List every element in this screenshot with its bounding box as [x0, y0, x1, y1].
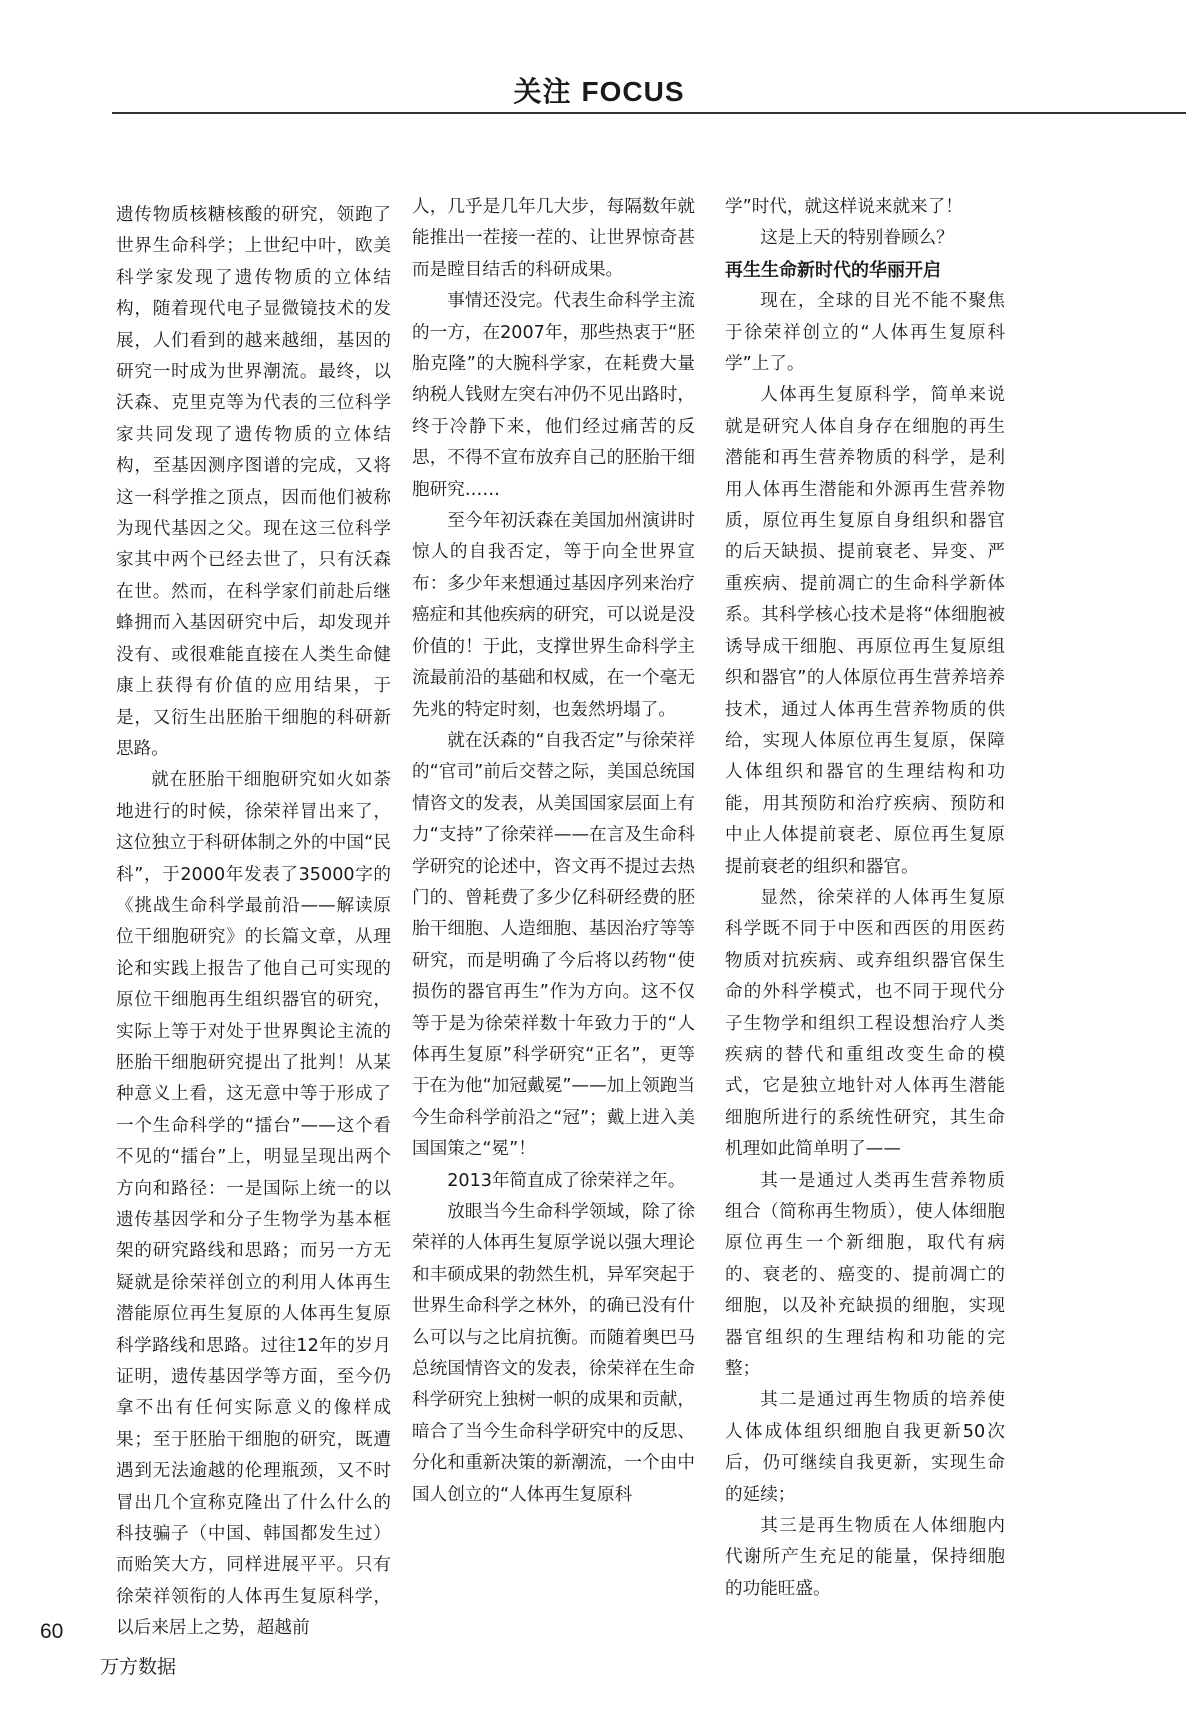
section-title-zh: 关注	[513, 75, 572, 108]
paragraph: 其三是再生物质在人体细胞内代谢所产生充足的能量，保持细胞的功能旺盛。	[725, 1516, 1005, 1599]
section-title-en: FOCUS	[581, 76, 685, 107]
paragraph: 2013年简直成了徐荣祥之年。	[447, 1170, 686, 1191]
section-header	[0, 70, 1198, 110]
column-1	[116, 200, 391, 1645]
paragraph: 学”时代，就这样说来就来了！	[725, 197, 963, 217]
column-3	[725, 192, 1005, 1605]
paragraph: 至今年初沃森在美国加州演讲时惊人的自我否定，等于向全世界宣布：多少年来想通过基因序列来治疗癌症和其他疾病的研究，可以说是没价值的！于此，支撑世界生命科学主流最前沿的基础和权威，在一个毫无先兆的特定时刻，也轰然坍塌了。	[412, 511, 695, 720]
paragraph: 其二是通过再生物质的培养使人体成体组织细胞自我更新50次后，仍可继续自我更新，实现生命的延续；	[725, 1390, 1005, 1505]
paragraph: 就在胚胎干细胞研究如火如荼地进行的时候，徐荣祥冒出来了，这位独立于科研体制之外的中国“民科”，于2000年发表了35000字的《挑战生命科学最前沿——解读原位干细胞研究》的长篇文章，从理论和实践上报告了他自己可实现的原位干细胞再生组织器官的研究，实际上等于对处于世界舆论主流的胚胎干细胞研究提出了批判！从某种意义上看，这无意中等于形成了一个生命科学的“擂台”——这个看不见的“擂台”上，明显呈现出两个方向和路径：一是国际上统一的以遗传基因学和分子生物学为基本框架的研究路线和思路；而另一方无疑就是徐荣祥创立的利用人体再生潜能原位再生复原的人体再生复原科学路线和思路。过往12年的岁月证明，遗传基因学等方面，至今仍拿不出有任何实际意义的像样成果；至于胚胎干细胞的研究，既遭遇到无法逾越的伦理瓶颈，又不时冒出几个宣称克隆出了什么什么的科技骗子（中国、韩国都发生过）而贻笑大方，同样进展平平。只有徐荣祥领衔的人体再生复原科学，以后来居上之势，超越前	[116, 770, 391, 1639]
paragraph: 显然，徐荣祥的人体再生复原科学既不同于中医和西医的用医药物质对抗疾病、或弃组织器官保生命的外科学模式，也不同于现代分子生物学和组织工程设想治疗人类疾病的替代和重组改变生命的模式，它是独立地针对人体再生潜能细胞所进行的系统性研究，其生命机理如此简单明了——	[725, 887, 1005, 1160]
paragraph: 人，几乎是几年几大步，每隔数年就能推出一茬接一茬的、让世界惊奇甚而是瞠目结舌的科研成果。	[412, 197, 695, 280]
paragraph: 现在，全球的目光不能不聚焦于徐荣祥创立的“人体再生复原科学”上了。	[725, 291, 1005, 375]
paragraph: 人体再生复原科学，简单来说就是研究人体自身存在细胞的再生潜能和再生营养物质的科学，是利用人体再生潜能和外源再生营养物质，原位再生复原自身组织和器官的后天缺损、提前衰老、异变、严重疾病、提前凋亡的生命科学新体系。其科学核心技术是将“体细胞被诱导成干细胞、再原位再生复原组织和器官”的人体原位再生营养培养技术，通过人体再生营养物质的供给，实现人体原位再生复原，保障人体组织和器官的生理结构和功能，用其预防和治疗疾病、预防和中止人体提前衰老、原位再生复原提前衰老的组织和器官。	[725, 385, 1005, 877]
subheading: 再生生命新时代的华丽开启	[725, 259, 941, 281]
watermark-text: 万方数据	[100, 1656, 177, 1678]
page-number: 60	[40, 1620, 64, 1643]
paragraph: 就在沃森的“自我否定”与徐荣祥的“官司”前后交替之际，美国总统国情咨文的发表，从美国国家层面上有力“支持”了徐荣祥——在言及生命科学研究的论述中，咨文再不提过去热门的、曾耗费了多少亿科研经费的胚胎干细胞、人造细胞、基因治疗等等研究，而是明确了今后将以药物“使损伤的器官再生”作为方向。这不仅等于是为徐荣祥数十年致力于的“人体再生复原”科学研究“正名”，更等于在为他“加冠戴冕”——加上领跑当今生命科学前沿之“冠”；戴上进入美国国策之“冕”！	[412, 730, 695, 1160]
paragraph: 其一是通过人类再生营养物质组合（简称再生物质），使人体细胞原位再生一个新细胞，取代有病的、衰老的、癌变的、提前凋亡的细胞，以及补充缺损的细胞，实现器官组织的生理结构和功能的完整；	[725, 1170, 1005, 1380]
paragraph: 这是上天的特别眷顾么？	[760, 228, 954, 249]
column-2	[412, 192, 695, 1511]
header-rule	[112, 112, 1186, 114]
paragraph: 事情还没完。代表生命科学主流的一方，在2007年，那些热衷于“胚胎克隆”的大腕科学家，在耗费大量纳税人钱财左突右冲仍不见出路时，终于冷静下来，他们经过痛苦的反思，不得不宣布放弃自己的胚胎干细胞研究……	[412, 291, 695, 500]
paragraph: 遗传物质核糖核酸的研究，领跑了世界生命科学；上世纪中叶，欧美科学家发现了遗传物质的立体结构，随着现代电子显微镜技术的发展，人们看到的越来越细，基因的研究一时成为世界潮流。最终，以沃森、克里克等为代表的三位科学家共同发现了遗传物质的立体结构，至基因测序图谱的完成，又将这一科学推之顶点，因而他们被称为现代基因之父。现在这三位科学家其中两个已经去世了，只有沃森在世。然而，在科学家们前赴后继蜂拥而入基因研究中后，却发现并没有、或很难能直接在人类生命健康上获得有价值的应用结果，于是，又衍生出胚胎干细胞的科研新思路。	[116, 205, 391, 759]
paragraph: 放眼当今生命科学领域，除了徐荣祥的人体再生复原学说以强大理论和丰硕成果的勃然生机，异军突起于世界生命科学之林外，的确已没有什么可以与之比肩抗衡。而随着奥巴马总统国情咨文的发表，徐荣祥在生命科学研究上独树一帜的成果和贡献，暗合了当今生命科学研究中的反思、分化和重新决策的新潮流，一个由中国人创立的“人体再生复原科	[412, 1202, 695, 1505]
